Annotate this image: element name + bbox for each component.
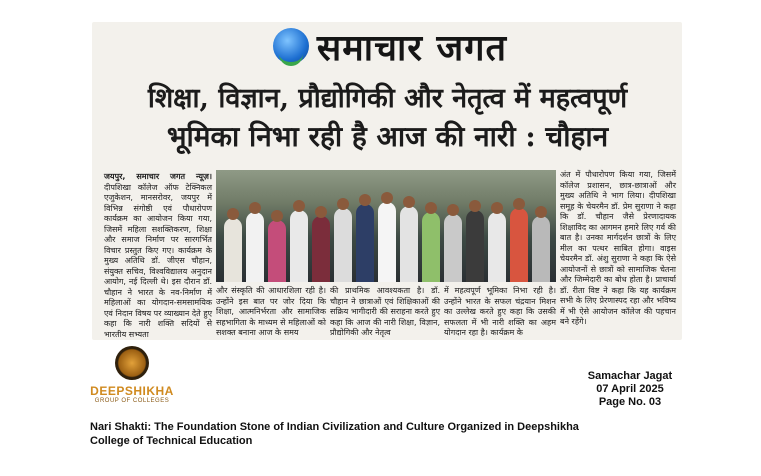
photo-person xyxy=(312,216,330,282)
photo-person xyxy=(334,208,352,282)
photo-person xyxy=(532,216,550,282)
publication-info xyxy=(560,370,700,409)
article-column-1 xyxy=(104,172,212,339)
article-column-2: और संस्कृति की आधारशिला रही है। उन्होंने इस बात पर जोर दिया कि शिक्षा, आत्मनिर्भरता और सामाजिक सहभागिता के माध्यम से महिलाओं को सशक्त बनाना आज के समय xyxy=(216,286,326,337)
photo-person xyxy=(356,204,374,282)
photo-person xyxy=(378,202,396,282)
photo-person xyxy=(422,212,440,282)
masthead xyxy=(180,24,600,68)
article-column-5: अंत में पौधारोपण किया गया, जिसमें कॉलेज प्रशासन, छात्र-छात्राओं और मुख्य अतिथि ने भाग लिया। दीपशिखा समूह के चेयरमैन डॉ. प्रेम सुराणा ने कहा कि डॉ. चौहान जैसे प्रेरणादायक शिक्षाविद का आगमन हमारे लिए गर्व की बात है। उनका मार्गदर्शन छात्रों के लिए मील का पत्थर साबित होगा। वाइस चेयरमैन डॉ. अंशु सुराणा ने कहा कि ऐसे आयोजनों से छात्रों को सामाजिक चेतना और जिम्मेदारी का बोध होता है। प्राचार्या डॉ. रीता विष्ट ने कहा कि यह कार्यक्रम सभी के लिए प्रेरणास्पद रहा और भविष्य में भी ऐसे आयोजन कॉलेज की पहचान बने रहेंगे। xyxy=(560,170,676,326)
article-column-4: में महत्वपूर्ण भूमिका निभा रही है। उन्होंने भारत के सफल चंद्रयान मिशन का उल्लेख करते हुए कहा कि उसकी सफलता में भी नारी शक्ति का अहम योगदान रहा है। कार्यक्रम के xyxy=(444,286,556,337)
article-text-1: दीपशिखा कॉलेज ऑफ टेक्निकल एजुकेशन, मानसरोवर, जयपुर में विभिन्न संगोष्ठी एवं पौधारोपण कार्यक्रम का आयोजन किया गया, जिसमें महिला सशक्तिकरण, शिक्षा और समाज निर्माण पर सारगर्भित विचार प्रस्तुत किए गए। कार्यक्रम के मुख्य अतिथि डॉ. जीएस चौहान, संयुक्त सचिव, विश्वविद्यालय अनुदान आयोग, नई दिल्ली थे। इस दौरान डॉ. चौहान ने भारत के नव-निर्माण में महिलाओं का योगदान-समसामयिक एवं निदान विषय पर व्याख्यान देते हुए कहा कि नारी शक्ति सदियों से भारतीय सभ्यता xyxy=(104,182,212,339)
photo-person xyxy=(488,212,506,282)
paper-name: Samachar Jagat xyxy=(587,370,673,382)
headline xyxy=(100,80,675,156)
caption: Nari Shakti: The Foundation Stone of Indian Civilization and Culture Organized in Deepshikha College of Technical Education xyxy=(90,421,579,447)
byline: जयपुर, समाचार जगत न्यूज़। xyxy=(104,172,212,181)
deepshikha-logo xyxy=(90,346,174,406)
photo-person xyxy=(290,210,308,282)
photo-person xyxy=(466,210,484,282)
page-number: Page No. 03 xyxy=(598,396,662,408)
logo-subtitle: GROUP OF COLLEGES xyxy=(94,398,170,404)
publication-date: 07 April 2025 xyxy=(596,383,664,395)
masthead-title: समाचार जगत xyxy=(316,26,508,69)
globe-logo-icon xyxy=(273,28,309,64)
article-column-3: की प्राथमिक आवश्यकता है। डॉ. चौहान ने छात्राओं एवं शिक्षिकाओं की सक्रिय भागीदारी की सराहना करते हुए कहा कि आज की नारी शिक्षा, विज्ञान, प्रौद्योगिकी और नेतृत्व xyxy=(330,286,440,337)
photo-person xyxy=(444,214,462,282)
photo-person xyxy=(246,212,264,282)
photo-person xyxy=(400,206,418,282)
headline-line-2: भूमिका निभा रही है आज की नारी : चौहान xyxy=(166,120,609,153)
headline-line-1: शिक्षा, विज्ञान, प्रौद्योगिकी और नेतृत्व में महत्वपूर्ण xyxy=(147,83,628,114)
event-photo xyxy=(216,170,556,282)
photo-person xyxy=(268,220,286,282)
logo-name: DEEPSHIKHA xyxy=(90,384,174,398)
photo-person xyxy=(224,218,242,282)
college-seal-icon xyxy=(115,346,149,380)
photo-person xyxy=(510,208,528,282)
